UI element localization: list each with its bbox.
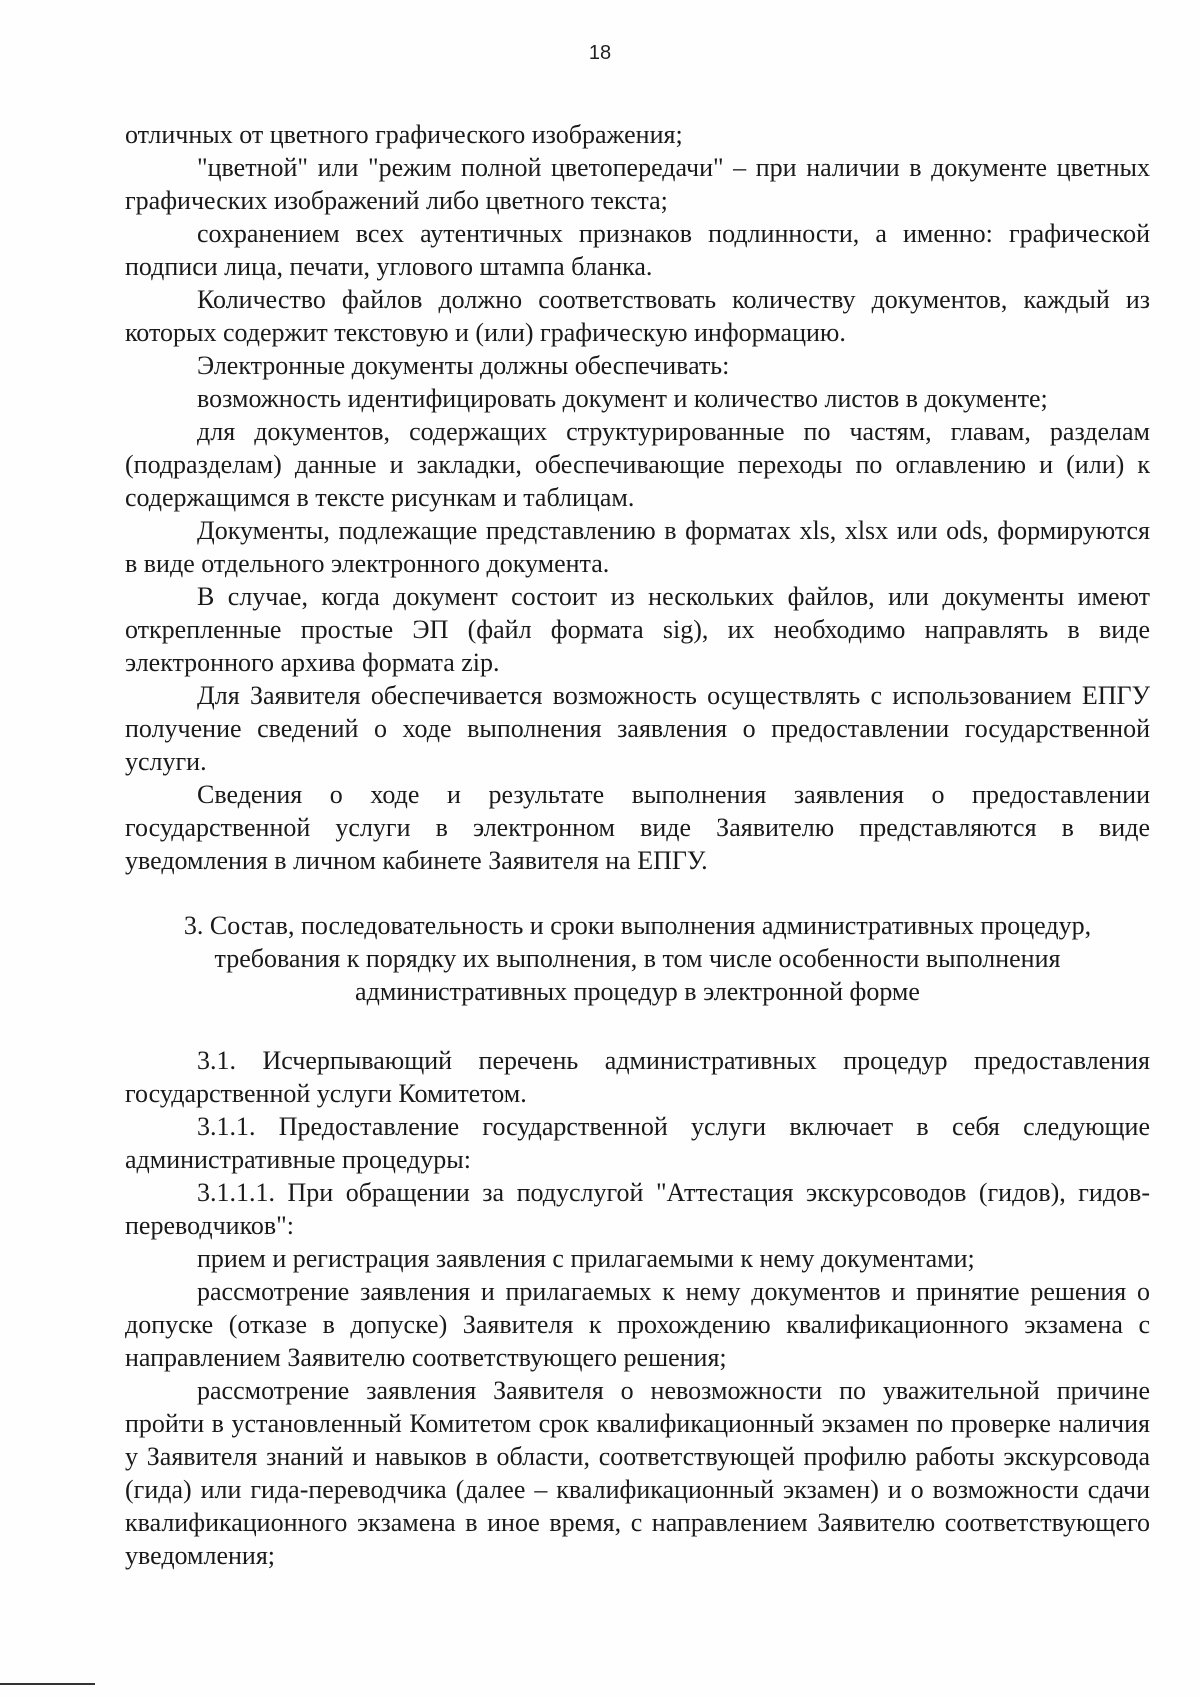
paragraph: "цветной" или "режим полной цветопередачи" – при наличии в документе цветных графических изображений либо цветного текста;	[125, 153, 1150, 215]
paragraph: В случае, когда документ состоит из нескольких файлов, или документы имеют открепленные простые ЭП (файл формата sig), их необходимо направлять в виде электронного архива формата zip.	[125, 582, 1150, 677]
paragraph: 3.1.1.1. При обращении за подуслугой "Аттестация экскурсоводов (гидов), гидов-переводчиков":	[125, 1178, 1150, 1240]
paragraph: Электронные документы должны обеспечивать:	[197, 351, 730, 380]
paragraph: 3.1.1. Предоставление государственной услуги включает в себя следующие административные процедуры:	[125, 1112, 1150, 1174]
footer-rule	[0, 1683, 95, 1685]
page-number: 18	[588, 42, 612, 64]
paragraph: возможность идентифицировать документ и количество листов в документе;	[197, 384, 1048, 413]
paragraph: 3.1. Исчерпывающий перечень административных процедур предоставления государственной услуги Комитетом.	[125, 1046, 1150, 1108]
paragraph: рассмотрение заявления Заявителя о невозможности по уважительной причине пройти в установленный Комитетом срок квалификационный экзамен по проверке наличия у Заявителя знаний и навыков в области, соответствующей профилю работы экскурсовода (гида) или гида-переводчика (далее – квалификационный экзамен) и о возможности сдачи квалификационного экзамена в иное время, с направлением Заявителю соответствующего уведомления;	[125, 1376, 1150, 1570]
section-heading-line: 3. Состав, последовательность и сроки выполнения административных процедур,	[183, 911, 1092, 940]
section-heading	[125, 909, 1150, 1008]
paragraph: сохранением всех аутентичных признаков подлинности, а именно: графической подписи лица, печати, углового штампа бланка.	[125, 219, 1150, 281]
paragraph: для документов, содержащих структурированные по частям, главам, разделам (подразделам) данные и закладки, обеспечивающие переходы по оглавлению и (или) к содержащимся в тексте рисункам и таблицам.	[125, 417, 1150, 512]
section-heading-line: требования к порядку их выполнения, в том числе особенности выполнения	[214, 944, 1061, 973]
paragraph: отличных от цветного графического изображения;	[125, 120, 683, 149]
paragraph: Документы, подлежащие представлению в форматах xls, xlsx или ods, формируются в виде отдельного электронного документа.	[125, 516, 1150, 578]
document-body	[125, 118, 1150, 1572]
paragraph: прием и регистрация заявления с прилагаемыми к нему документами;	[197, 1244, 975, 1273]
paragraph: Сведения о ходе и результате выполнения заявления о предоставлении государственной услуги в электронном виде Заявителю представляются в виде уведомления в личном кабинете Заявителя на ЕПГУ.	[125, 780, 1150, 875]
paragraph: рассмотрение заявления и прилагаемых к нему документов и принятие решения о допуске (отказе в допуске) Заявителя к прохождению квалификационного экзамена с направлением Заявителю соответствующего решения;	[125, 1277, 1150, 1372]
section-heading-line: административных процедур в электронной форме	[355, 977, 920, 1006]
paragraph: Количество файлов должно соответствовать количеству документов, каждый из которых содержит текстовую и (или) графическую информацию.	[125, 285, 1150, 347]
paragraph: Для Заявителя обеспечивается возможность осуществлять с использованием ЕПГУ получение сведений о ходе выполнения заявления о предоставлении государственной услуги.	[125, 681, 1150, 776]
